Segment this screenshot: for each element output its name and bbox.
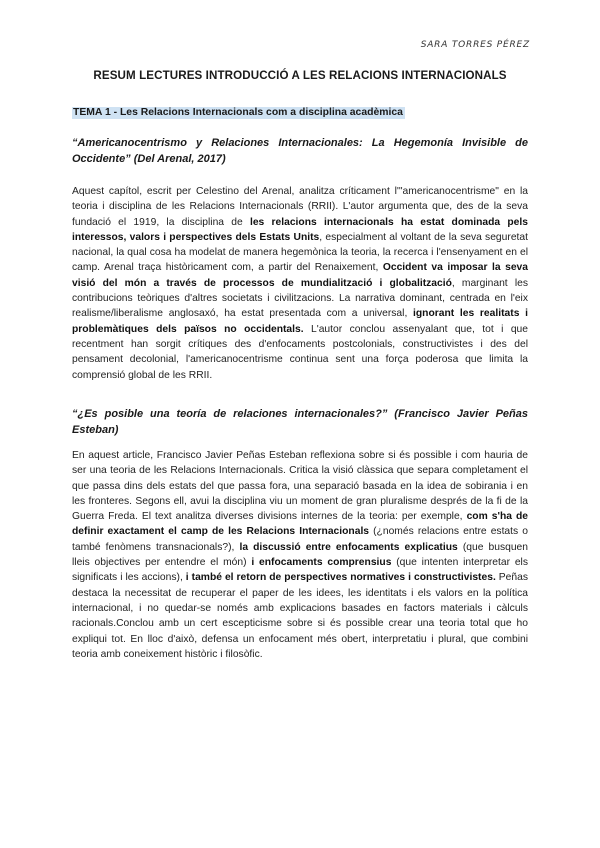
- bold-run: ignorant les realitats i problemàtiques dels països no occidentals.: [72, 308, 528, 335]
- section-2-paragraph: [72, 448, 528, 662]
- section-2-title: “¿Es posible una teoría de relaciones internacionales?” (Francisco Javier Peñas Esteban): [72, 408, 528, 436]
- text-run: L'autor conclou assenyalant que, tot i que recentment han sorgit crítiques des d'enfocaments postcolonials, constructivistes i des del pensament decolonial, l'americanocentrisme continua sent una força poderosa que limita la comprensió global de les RRII.: [72, 323, 528, 381]
- section-1-paragraph: [72, 184, 528, 383]
- bold-run: com s'ha de definir exactament el camp de les Relacions Internacionals: [72, 511, 529, 538]
- text-run: , especialment al voltant de la seva seguretat nacional, la qual cosa ha modelat de manera hegemònica la teoria, la recerca i l'ensenyament en el camp. Arenal traça històricament com, a partir del Renaixement,: [72, 231, 528, 274]
- topic-heading: TEMA 1 - Les Relacions Internacionals com a disciplina acadèmica: [73, 107, 403, 118]
- author-name: SARA TORRES PÉREZ: [420, 40, 530, 50]
- text-run: Peñas destaca la necessitat de recuperar el paper de les idees, les identitats i els valors en la política internacional, i no quedar-se només amb explicacions basades en factors materials i càlculs racionals.Conclou amb un cert escepticisme sobre si és possible crear una teoria total que ho expliqui tot. En lloc d'això, defensa un enfocament més obert, interpretatiu i plural, que combini teoria amb coneixement històric i filosòfic.: [72, 572, 528, 660]
- text-run: (que busquen lleis objectives per entendre el món): [72, 541, 529, 569]
- text-run: En aquest article, Francisco Javier Peñas Esteban reflexiona sobre si és possible i com hauria de ser una teoria de les Relacions Internacionals. Critica la visió clàssica que separa completament el que passa dins dels estats del que passa fora, una separació basada en la idea de sobirania i en les fronteres. Segons ell, avui la disciplina viu un moment de gran pluralisme després de la fi de la Guerra Freda. El text analitza diverses divisions internes de la teoria: per exemple,: [72, 450, 528, 523]
- bold-run: les relacions internacionals ha estat dominada pels interessos, valors i perspectives dels Estats Units: [72, 216, 528, 243]
- bold-run: la discussió entre enfocaments explicatius: [239, 541, 458, 553]
- text-run: Aquest capítol, escrit per Celestino del Arenal, analitza críticament l'"americanocentrisme" en la teoria i disciplina de les Relacions Internacionals (RRII). L'autor argumenta que, des de la seva fundació el 1919, la disciplina de: [72, 186, 528, 228]
- bold-run: i també el retorn de perspectives normatives i constructivistes.: [185, 572, 496, 584]
- bold-run: Occident va imposar la seva visió del món a través de processos de mundialització i globalització: [72, 262, 528, 289]
- text-run: (que intenten interpretar els significats i les accions),: [72, 557, 528, 584]
- text-run: (¿només relacions entre estats o també fenòmens transnacionals?),: [72, 526, 528, 553]
- page-title: RESUM LECTURES INTRODUCCIÓ A LES RELACIONS INTERNACIONALS: [93, 69, 507, 82]
- text-run: , marginant les contribucions teòriques d'altres societats i civilitzacions. La narrativa dominant, centrada en l'eix realisme/liberalisme anglosaxó, ha estat presentada com a universal,: [72, 277, 528, 320]
- section-1-title: “Americanocentrismo y Relaciones Internacionales: La Hegemonía Invisible de Occidente” (Del Arenal, 2017): [72, 137, 528, 165]
- bold-run: i enfocaments comprensius: [251, 557, 392, 569]
